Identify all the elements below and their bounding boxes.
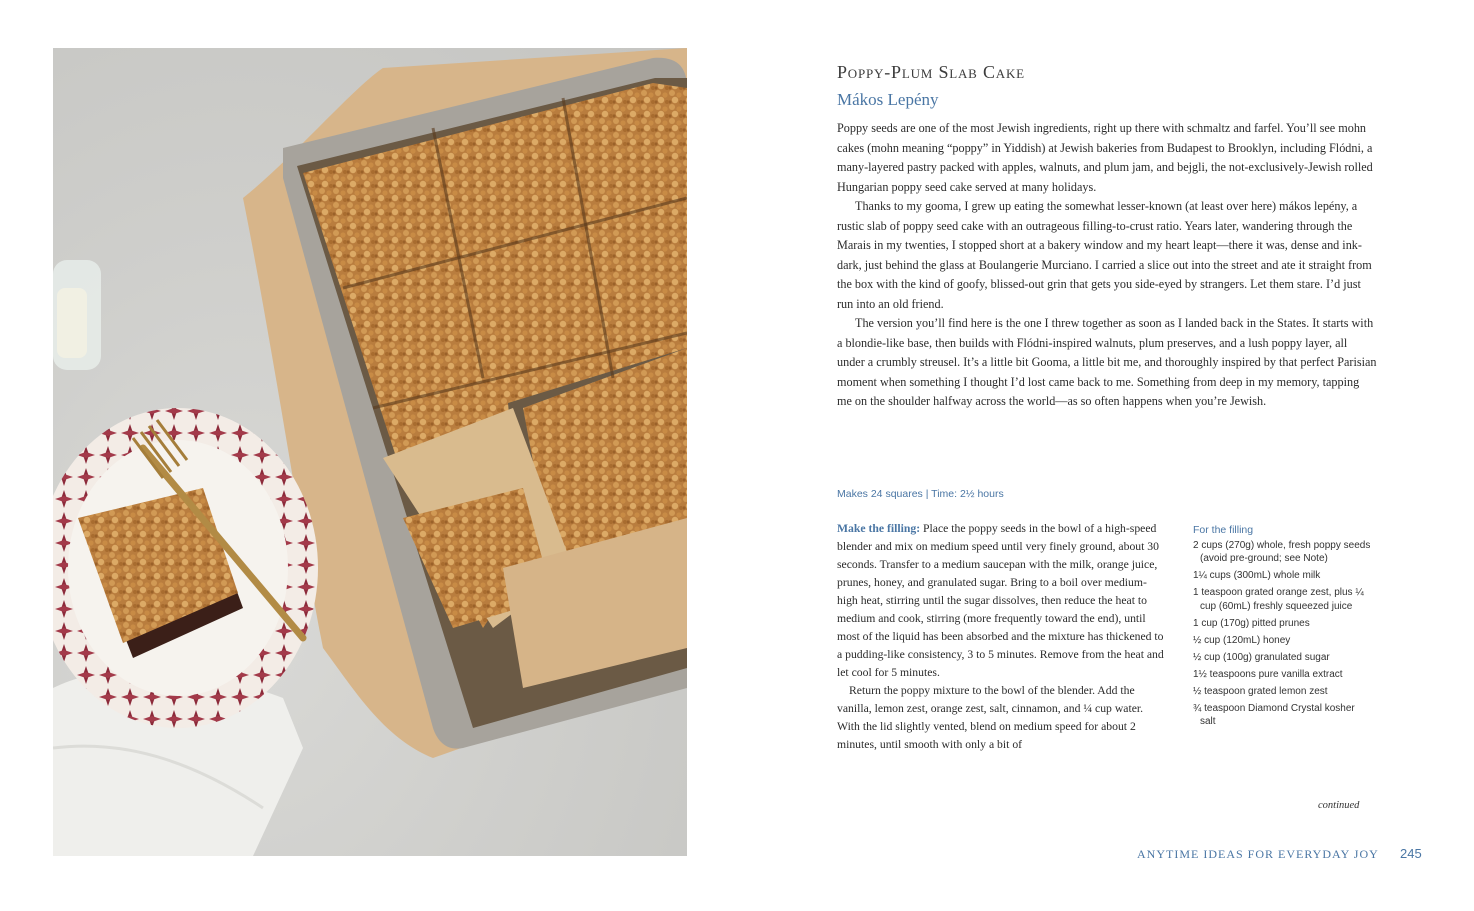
recipe-title: Poppy-Plum Slab Cake [837,62,1025,82]
slab-cake-illustration [53,48,687,856]
ingredient-list [1193,524,1373,732]
ingredient-heading: For the filling [1193,524,1254,536]
continued-note: continued [1318,800,1360,811]
recipe-intro [837,119,1377,412]
running-footer: ANYTIME IDEAS FOR EVERYDAY JOY [1137,847,1379,861]
page-number: 245 [1400,846,1422,861]
intro-paragraph: The version you’ll find here is the one I threw together as soon as I landed back in the States. It starts with a blondie-like base, then builds with Flódni-inspired walnuts, plum preserves, and a lush poppy layer, all under a crumbly streusel. It’s a little bit Gooma, a little bit me, and thoroughly inspired by that perfect Parisian moment when something I thought I’d lost came back to me. Something from deep in my memory, tapping me on the shoulder halfway across the world—as so often happens when you’re Jewish. [837,316,1377,408]
recipe-method [837,520,1167,754]
ingredient-item: ½ cup (120mL) honey [1193,634,1291,646]
ingredient-item: ½ teaspoon grated lemon zest [1193,685,1328,697]
intro-paragraph: Poppy seeds are one of the most Jewish ingredients, right up there with schmaltz and farfel. You’ll see mohn cakes (mohn meaning “poppy” in Yiddish) at Jewish bakeries from Budapest to Brooklyn, including Flódni, a many-layered pastry packed with apples, walnuts, and plum jam, and bejgli, the not-exclusively-Jewish rolled Hungarian poppy seed cake served at many holidays. [837,121,1373,194]
ingredient-item: 1 teaspoon grated orange zest, plus ¼ cup (60mL) freshly squeezed juice [1193,587,1364,612]
method-lead: Make the filling: [837,522,921,535]
recipe-subtitle: Mákos Lepény [837,90,939,109]
ingredient-item: 1¼ cups (300mL) whole milk [1193,570,1321,581]
ingredient-item: 1 cup (170g) pitted prunes [1193,617,1310,629]
method-step [837,520,1167,682]
ingredient-item: ½ cup (100g) granulated sugar [1193,651,1330,663]
ingredient-item: 1½ teaspoons pure vanilla extract [1193,668,1343,680]
method-step-text: Place the poppy seeds in the bowl of a high-speed blender and mix on medium speed until very finely ground, about 30 seconds. Transfer to a medium saucepan with the milk, orange juice, prunes, honey, and granulated sugar. Bring to a boil over medium-high heat, stirring until the sugar dissolves, then reduce the heat to medium and cook, stirring (more frequently toward the end), until most of the liquid has been absorbed and the mixture has thickened to a pudding-like consistency, 3 to 5 minutes. Remove from the heat and let cool for 5 minutes. [837,522,1164,679]
method-step: Return the poppy mixture to the bowl of the blender. Add the vanilla, lemon zest, orange zest, salt, cinnamon, and ¼ cup water. With the lid slightly vented, blend on medium speed for about 2 minutes, until smooth with only a bit of [837,684,1144,751]
ingredient-item: ¾ teaspoon Diamond Crystal kosher salt [1193,702,1355,727]
recipe-photo [53,48,687,856]
ingredient-item: 2 cups (270g) whole, fresh poppy seeds (avoid pre-ground; see Note) [1193,539,1371,564]
intro-paragraph: Thanks to my gooma, I grew up eating the somewhat lesser-known (at least over here) mákos lepény, a rustic slab of poppy seed cake with an outrageous filling-to-crust ratio. Years later, wandering through the Marais in my twenties, I stopped short at a bakery window and my heart leapt—there it was, dense and ink-dark, just behind the glass at Boulangerie Murciano. I carried a slice out into the street and ate it straight from the box with the kind of goofy, blissed-out grin that gets you side-eyed by strangers. Let them stare. I’d just run into an old friend. [837,199,1372,311]
recipe-yield: Makes 24 squares | Time: 2½ hours [837,488,1004,500]
